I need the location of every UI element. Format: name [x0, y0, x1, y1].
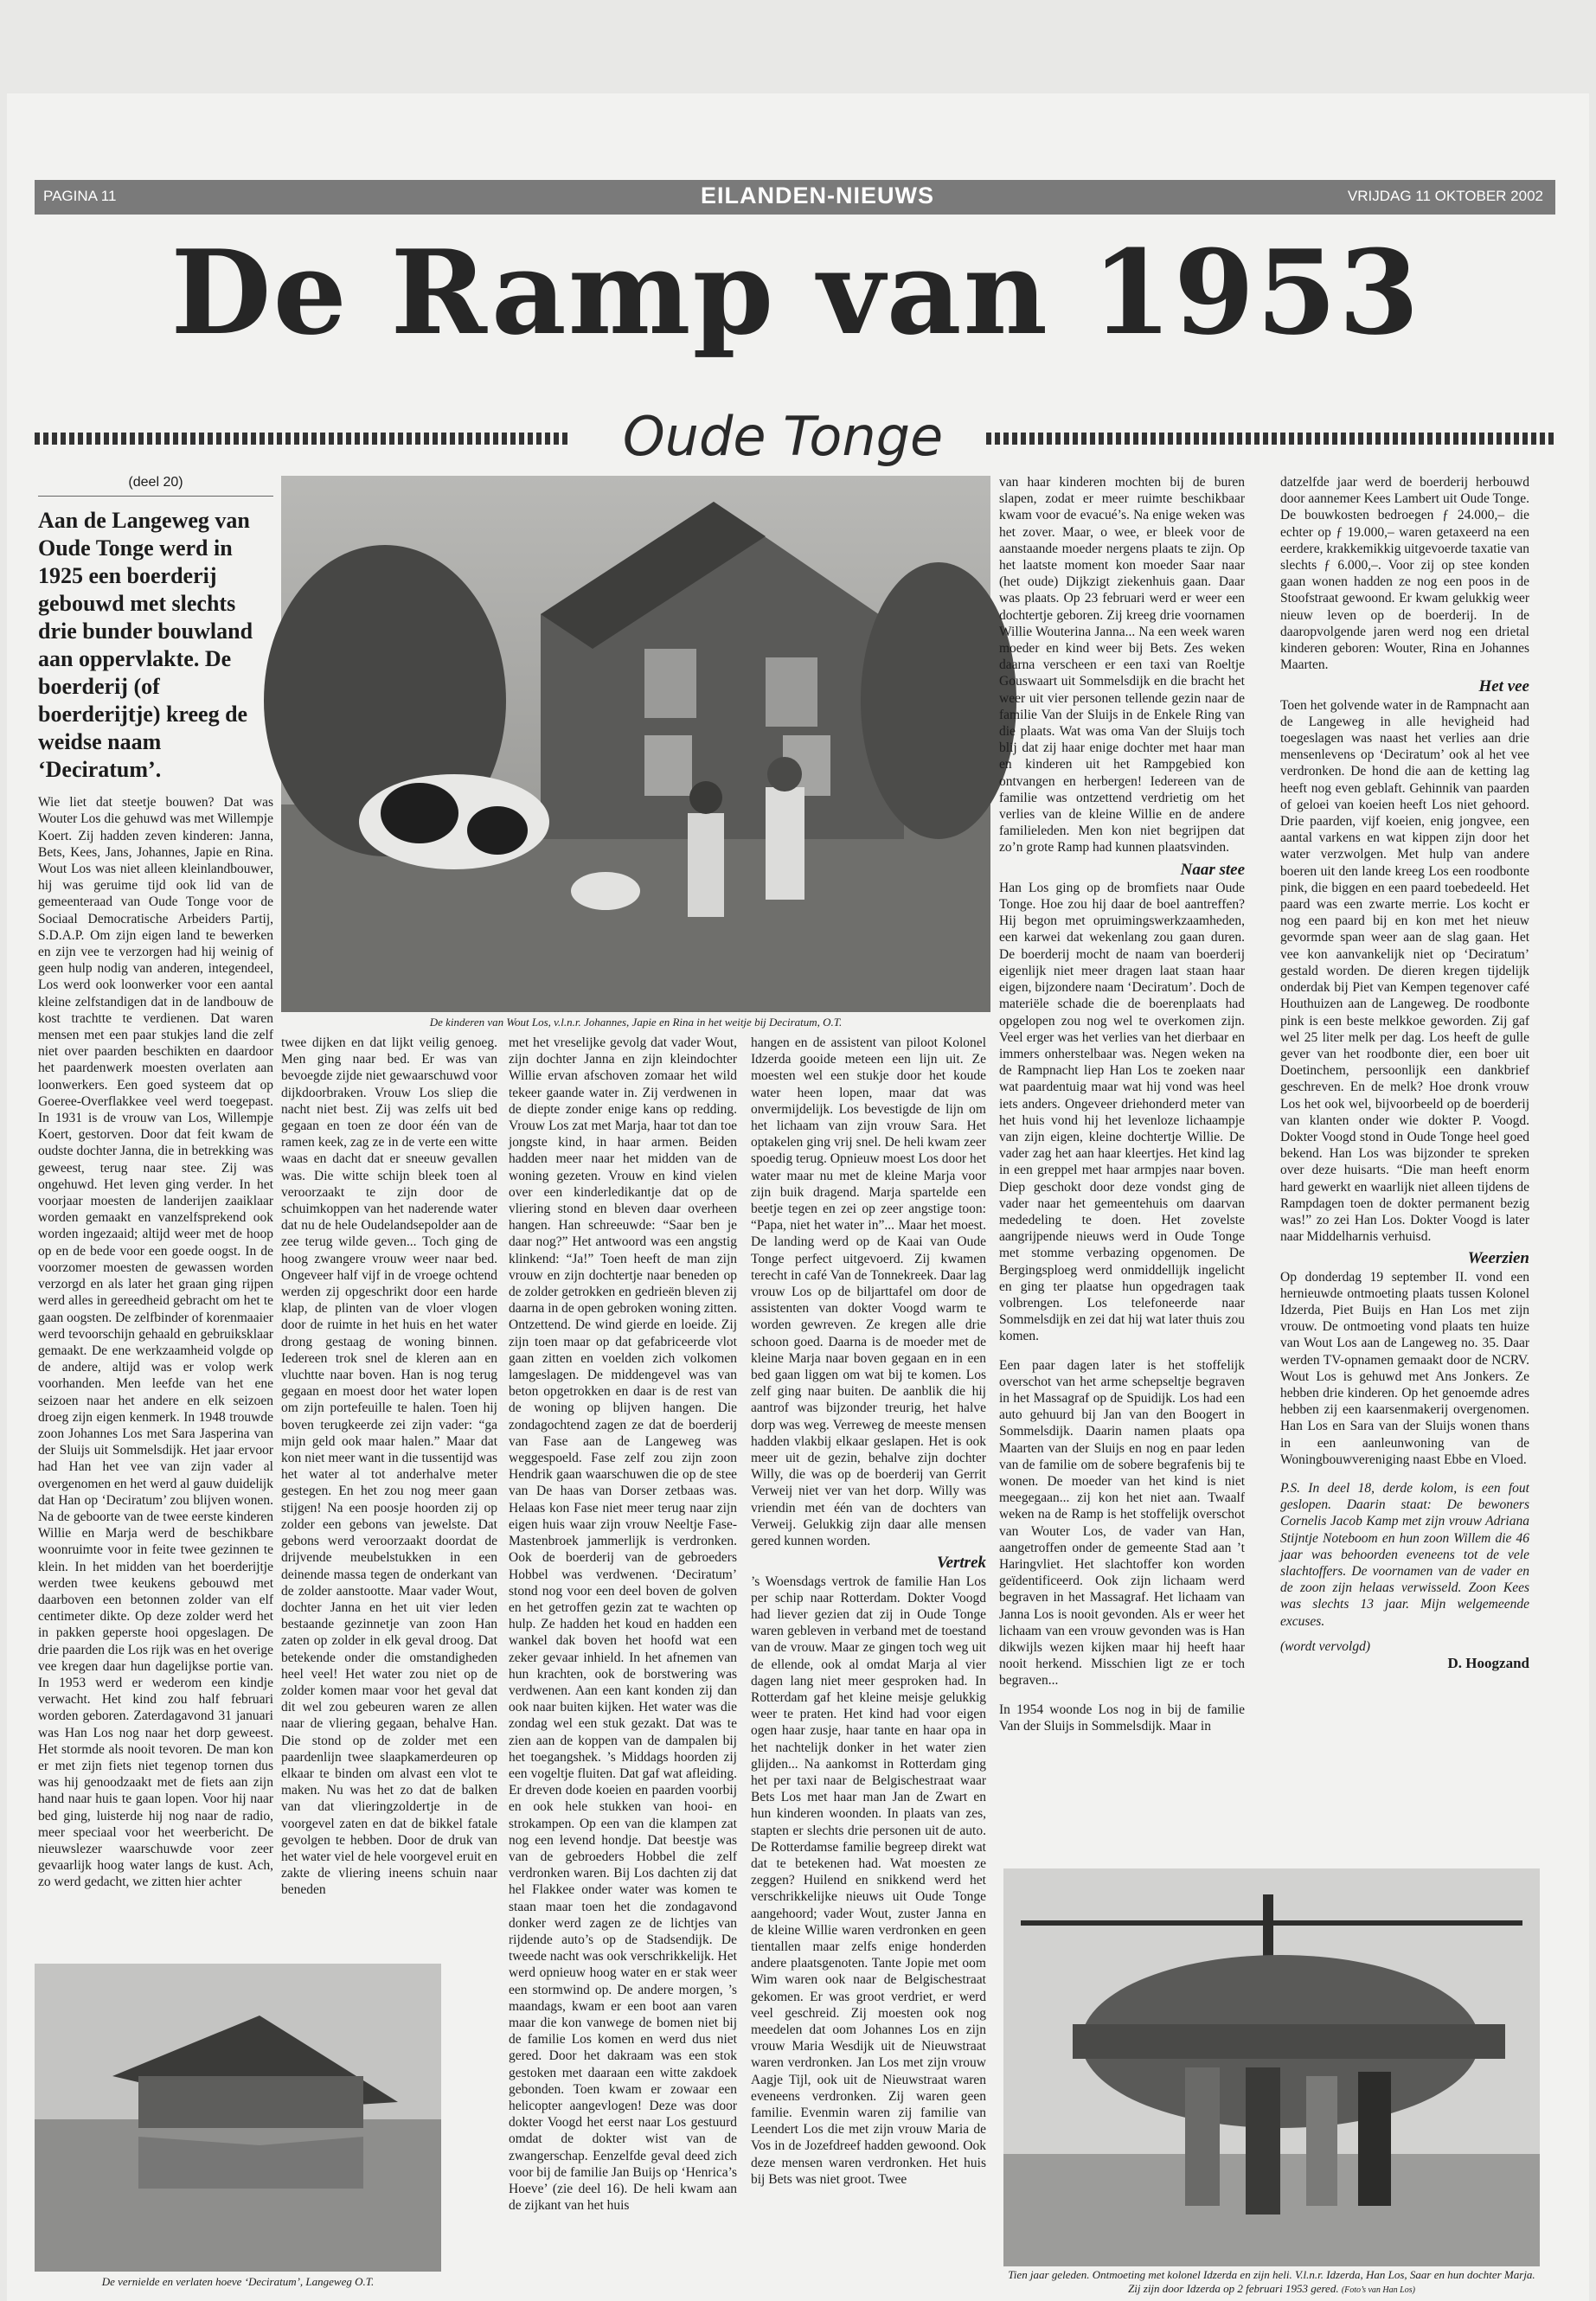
photo-credit: (Foto’s van Han Los)	[1341, 2285, 1415, 2295]
decorative-rule-right	[986, 433, 1557, 445]
to-be-continued: (wordt vervolgd)	[1280, 1638, 1371, 1654]
column-6b-text: Toen het golvende water in de Rampnacht aan de Langeweg in alle hevigheid had toegeslagen was naast het verlies aan drie mensenlevens op ‘Deciratum’ ook al het vee verdronken. De hond die aan de ketting lag heeft nog even geblaft. Gehinnik van paarden of geloei van koeien heeft Los niet gehoord. Drie paarden, vijf koeien, enig jongvee, een aantal varkens en wat kippen zijn door het water verzwolgen. Met hulp van andere boeren uit den lande kreeg Los een roodbonte pink, die biggen en een paard toebedeeld. Het paard was een zwarte merrie. Los kocht er nog een paard bij en kon met het nieuw gevormde span weer aan de slag gaan. Het vee kon aanvankelijk niet op ‘Deciratum’ gestald worden. De dieren kregen tijdelijk onderdak bij Piet van Kempen tegenover café Houthuizen aan de Langeweg. De roodbonte pink is een beste melkkoe geworden. Zij gaf wel 25 liter melk per dag. Los heeft de gulle gever van het roodbonte dier, een boer uit Doetinchem, persoonlijk een dankbrief geschreven. En de melk? Hoe dronk vrouw Los het ook wel, bijvoorbeeld op de boerderij van klanten onder wie dokter P. Voogd. Dokter Voogd stond in Oude Tonge heel goed bekend. Han Los was bijzonder te spreken over deze huisarts. “Die man heeft enorm hard gewerkt en waarlijk niet alleen tijdens de Rampdagen toen de dokter permanent bezig was!” zo zei Han Los. Dokter Voogd is later naar Middelharnis verhuisd.	[1280, 697, 1529, 1245]
postscript: P.S. In deel 18, derde kolom, is een fout geslopen. Daarin staat: De bewoners Cornelis Jacob Kamp met zijn vrouw Adriana Stijntje Noteboom en hun zoon Willem die 46 jaar was behoorden eveneens tot de vele slachtoffers. De voornamen van de vader en de zoon zijn helaas verwisseld. Zoon Kees was slechts 13 jaar. Mijn welgemeende excuses.	[1280, 1480, 1529, 1629]
column-6	[1280, 474, 1529, 1867]
author-byline: D. Hoogzand	[1447, 1655, 1529, 1672]
subheadline: Oude Tonge	[622, 405, 944, 468]
subhead-vertrek: Vertrek	[937, 1554, 986, 1573]
helicopter-photo-caption	[1003, 2268, 1540, 2298]
subheadline-row	[35, 407, 1557, 467]
column-2-text: twee dijken en dat lijkt veilig genoeg. Men ging naar bed. Er was van bevoegde zijde niet gewaarschuwd voor dijkdoorbraken. Vrouw Los sliep die nacht niet best. Zij was zelfs uit bed gegaan en toen ze door één van de ramen keek, zag ze in de verte een witte waas en dacht dat er sneeuw gevallen was. Die witte schijn bleek toen al veroorzaakt te zijn door de schuimkoppen van het naderende water dat nu de hele Oudelandsepolder aan de zee terug wilde geven... Toch ging de hoog zwangere vrouw weer naar bed. Ongeveer half vijf in de vroege ochtend werden zij opgeschrikt door een harde klap, de plinten van de vloer vlogen door de ruimte in het huis en het water drong gestaag de woning binnen. Iedereen trok snel de kleren aan en vluchtte naar boven. Han is nog terug gegaan en moest door het water lopen om zijn portefeuille te halen. Toen hij boven terugkeerde zei zijn vader: “ga mijn geld ook maar halen.” Maar dat kon niet meer want in die tussentijd was het water al tot anderhalve meter gestegen. En het zou nog meer gaan stijgen! Na een poosje hoorden zij op zolder een gebons van jewelste. Dat gebons werd veroorzaakt doordat de drijvende meubelstukken in een deinende massa tegen de onderkant van de zolder aanstootte. Maar vader Wout, dochter Janna en het uit vier leden bestaande gezinnetje van zoon Han zaten op zolder in elk geval droog. Dat betekende onder die omstandigheden heel veel! Het water zou niet op de zolder komen maar voor het geval dat dit wel zou gebeuren waren ze allen naar de vliering gegaan, behalve Han. Die stond op de zolder met een paardenlijn twee slaapkamerdeuren op elkaar te binden om alvast een vlot te maken. Nu was het zo dat de balken van dat vlieringzoldertje in de voorgevel zaten en dat de bikkel fatale gevolgen te hebben. Door de druk van het water viel de hele voorgevel eruit en zakte de vliering ineens schuin naar beneden	[281, 1035, 497, 1898]
page-header-bar	[35, 180, 1555, 215]
column-4-text: hangen en de assistent van piloot Kolonel Idzerda gooide meteen een lijn uit. Ze moesten wel een stukje door het koude water heen lopen, maar dat was onvermijdelijk. Los bevestigde de lijn om het lichaam van zijn vrouw Sara. Het optakelen ging vrij snel. De heli kwam zeer spoedig terug. Opnieuw moest Los door het water maar nu met de kleine Marja voor zijn buik dragend. Marja spartelde een beetje tegen en zei op zeer angstige toon: “Papa, niet het water in”... Maar het moest. De landing werd op de Kaai van Oude Tonge perfect uitgevoerd. Zij kwamen terecht in café Van de Tonnekreek. Daar lag vrouw Los op de biljarttafel om door de assistenten van dokter Voogd warm te worden gewreven. Ze kregen alle drie schoon goed. Daarna is de moeder met de kleine Marja naar boven gegaan en in een bed gaan liggen om wat bij te komen. Los zelf ging naar buiten. De aanblik die hij aantrof was bijzonder treurig, het halve dorp was weg. Verreweg de meeste mensen hadden vlakbij elkaar geslapen. Het is ook meer uit de gezin, behalve zijn dochter Willy, die was op de boerderij van Gerrit Verweij niet ver van het dorp. Willy was vriendin met één van de dochters van Verweij. Gelukkig zijn daar alle mensen gered kunnen worden.	[751, 1035, 986, 1549]
subhead-het-vee: Het vee	[1478, 677, 1529, 696]
masthead: EILANDEN-NIEUWS	[701, 183, 934, 208]
subhead-weerzien: Weerzien	[1467, 1249, 1529, 1268]
main-photo	[281, 476, 990, 1012]
helicopter-reunion-photo-icon	[1003, 1868, 1540, 2266]
column-5b-text: Han Los ging op de bromfiets naar Oude Tonge. Hoe zou hij daar de boel aantreffen? Hij begon met opruimingswerkzaamheden, een karwei dat wekenlang zou gaan duren. De boerderij mocht de naam van boerderij eigenlijk niet meer dragen laat staan haar eigen, bijzondere naam ‘Deciratum’. Doch de materiële schade die de boerenplaats had opgelopen zou nog wel te overkomen zijn. Veel erger was het verlies van het dierbaar en immers onherstelbaar was. Negen weken na de Rampnacht liep Han Los te zoeken naar wat paardentuig maar wat hij vond was heel iets anders. Ongeveer driehonderd meter van het huis vond hij het levenloze lichaampje van zijn eigen, kleine dochtertje Willie. De vader zag het aan haar kleertjes. Het kind lag in een greppel met haar armpjes naar boven. Diep geschokt door deze vondst ging de vader naar het gemeentehuis om daarvan mededeling te doen. Het zovelste aangrijpende nieuws werd in Oude Tonge met stomme verbazing opgenomen. De Bergingsploeg werd onmiddellijk ingelicht en ging ter plaatse hun opgedragen taak volbrengen. Los telefoneerde naar Sommelsdijk en zei dat hij wat later thuis zou komen.	[999, 880, 1245, 1344]
column-5c-text: Een paar dagen later is het stoffelijk overschot van het arme schepseltje begraven in het Massagraf op de Spuidijk. Los had een auto gehuurd bij Jan van den Boogert in Sommelsdijk. Daarin namen plaats opa Maarten van der Sluijs en nog en paar leden van de familie om de sobere begrafenis bij te wonen. De moeder van het kind is niet meegegaan... zij kon het niet aan. Twaalf weken na de Ramp is het stoffelijk overschot van Wouter Los, de vader van Han, aangetroffen onder de gemeente Stad aan ’t Haringvliet. Het slachtoffer kon worden geïdentificeerd. Ook zijn lichaam werd begraven in het Massagraf. Het lichaam van Janna Los is nooit gevonden. Als er weer het lichaam van een vrouw gevonden was is Han dikwijls wezen kijken maar hij heeft haar nooit herkend. Misschien ligt ze er toch begraven...	[999, 1357, 1245, 1689]
column-5-text: van haar kinderen mochten bij de buren slapen, zodat er meer ruimte beschikbaar kwam voor de evacué’s. Na enige weken was het zover. Maar, o wee, er bleek voor de aanstaande moeder nergens plaats te zijn. Op het laatste moment kon moeder Saar naar (het oude) Dijkzigt ziekenhuis gaan. Daar was plaats. Op 23 februari werd er weer een dochtertje geboren. Zij kreeg drie voornamen Willie Wouterina Janna... Na een week waren moeder en kind weer bij Bets. Zes weken daarna verscheen er een taxi van Roeltje Gouswaart uit Sommelsdijk en die bracht het weer uit vier personen tellende gezin naar de familie Van der Sluijs in de Enkele Ring van die plaats. Wat was oma Van der Sluijs toch blij dat zij haar enige dochter met haar man en kinderen uit het Rampgebied kon ontvangen en herbergen! Iedereen van de familie was ontzettend verdrietig om het verlies van de kleine Willie en de andere familieleden. Men kon niet begrijpen dat zo’n grote Ramp had kunnen plaatsvinden.	[999, 475, 1245, 856]
headline: De Ramp van 1953	[170, 224, 1421, 361]
farmhouse-children-photo-icon	[281, 476, 990, 1012]
series-part: (deel 20)	[38, 474, 273, 497]
column-3-text: met het vreselijke gevolg dat vader Wout, zijn dochter Janna en zijn kleindochter Willie ervan afschoven zomaar het wild tekeer gaande water in. Zij verdwenen in de diepte zonder enige kans op redding. Vrouw Los zat met Marja, haar tot dan toe jongste kind, in haar armen. Beiden hadden meer naar het midden van de woning gezeten. Vrouw en kind vielen over een kinderledikantje dat op de vliering stond en bleven daar overheen hangen. Han schreeuwde: “Saar ben je daar nog?” Het antwoord was een angstig klinkend: “Ja!” Toen heeft de man zijn vrouw en zijn dochtertje naar beneden op de zolder getrokken en gedrieën bleven zij daarna in de open gebroken woning zitten. Ontzettend. De wind gierde en loeide. Zij zijn toen maar op dat gefabriceerde vlot gaan zitten en voelden zich volkomen lamgeslagen. De middengevel was van beton opgetrokken en daar is de rest van de woning op blijven hangen. Die zondagochtend zagen ze dat de boerderij van Fase aan de Langeweg was weggespoeld. Fase zelf zou zijn zoon Hendrik gaan waarschuwen die op de stee van De haas van Dorser zetbaas was. Helaas kon Fase niet meer terug naar zijn eigen huis waar zijn vrouw Neeltje Fase-Mastenbroek jammerlijk is verdronken. Ook de boerderij van de gebroeders Hobbel was verdwenen. ‘Deciratum’ stond nog voor een deel boven de golven en het getroffen gezin zat te wachten op hulp. Ze hadden het koud en hadden een wankel dak boven het hoofd wat een zeker gevaar inhield. In het afnemen van hun krachten, ook de borstwering was verdwenen. Aan een kant konden zij dan ook naar buiten kijken. Het water was die zondag wel een stuk gezakt. Dat was te zien aan de koppen van de dampalen bij het toegangshek. ’s Middags hoorden zij een vogeltje fluiten. Dat gaf wat afleiding. Er dreven dode koeien en paarden voorbij en ook hele stukken van hooi- en strokampen. Op een van die klampen zat nog een levend hondje. Dat beestje was van de gebroeders Hobbel die zelf verdronken waren. Bij Los dachten zij dat hel Flakkee onder water was komen te staan maar toen het die zondagavond donker werd zagen ze de lichtjes van rijdende auto’s op de Stadsendijk. De tweede nacht was ook verschrikkelijk. Het werd opnieuw hoog water en er stak weer een stormwind op. De andere morgen, ’s maandags, kwam er een boot aan varen maar die kon vanwege de bomen niet bij de familie Los komen en werd dus niet gered. Door het dakraam was een stok gestoken met daaraan een witte zakdoek gebonden. Toen kwam er zowaar een helicopter aangevlogen! Deze was door dokter Voogd het eerst naar Los gestuurd omdat de dokter wist van de zwangerschap. Eenzelfde geval deed zich voor bij de familie Jan Buijs op ‘Henrica’s Hoeve’ (zie deel 16). De heli kwam aan de zijkant van het huis	[509, 1035, 737, 2214]
helicopter-photo	[1003, 1868, 1540, 2266]
column-3	[509, 1035, 737, 2266]
column-1	[38, 474, 273, 1984]
column-6-text: datzelfde jaar werd de boerderij herbouwd door aannemer Kees Lambert uit Oude Tonge. De bouwkosten bedroegen ƒ 24.000,– die echter op ƒ 19.000,– waren getaxeerd na een eerdere, krakkemikkig uitgevoerde taxatie van slechts ƒ 6.000,–. Voor zij op stee konden gaan wonen hadden ze nog een poos in de Stoofstraat gewoond. Er kwam gelukkig weer nieuw leven op de boerderij. In de daaropvolgende jaren werd nog een drietal kinderen geboren: Wouter, Rina en Johannes Maarten.	[1280, 475, 1529, 673]
helicopter-caption-text: Tien jaar geleden. Ontmoeting met kolonel Idzerda en zijn heli. V.l.n.r. Idzerda, Han Los, Saar en hun dochter Marja. Zij zijn door Idzerda op 2 februari 1953 gered.	[1008, 2268, 1535, 2295]
column-5	[999, 474, 1245, 1734]
column-1-text: Wie liet dat steetje bouwen? Dat was Wouter Los die gehuwd was met Willempje Koert. Zij hadden zeven kinderen: Janna, Bets, Kees, Jans, Johannes, Japie en Rina. Wout Los was niet alleen kleinlandbouwer, hij was geruime tijd ook lid van de gemeenteraad van Oude Tonge voor de Sociaal Democratische Arbeiders Partij, S.D.A.P. Om zijn eigen land te bewerken en zijn vee te verzorgen had hij weinig of geen hulp nodig van anderen, integendeel, Los werd ook loonwerker voor een aantal kleine zelfstandigen dat in de landbouw de kost trachtte te verdienen. Dat waren mensen met een paar stukjes land die zelf niet over paarden beschikten en daardoor het paardenwerk moesten overlaten aan loonwerkers. Een goed systeem dat op Goeree-Overflakkee veel werd toegepast. In 1931 is de vrouw van Los, Willempje Koert, gestorven. Door dat feit kwam de oudste dochter Janna, die in betrekking was geweest, terug naar stee. Zij was ongehuwd. Het leven ging verder. In het voorjaar moesten de landerijen zaaiklaar worden gemaakt en vanzelfsprekend ook worden ingezaaid; altijd weer met de hoop op en de bede voor een goede oogst. In de voorzomer moesten de gewassen worden verzorgd en als later het graan ging rijpen werd alles in gereedheid gebracht om het te gaan oogsten. De zelfbinder of korenmaaier werd tevoorschijn gehaald en gebruiksklaar gemaakt. De ene werkzaamheid volgde op de andere, altijd was er volop werk voorhanden. Men leefde van het ene seizoen naar het andere en elk seizoen droeg zijn eigen kenmerk. In 1948 trouwde zoon Johannes Los met Sara Jasperina van der Sluijs uit Sommelsdijk. Het jaar ervoor had Han het vee van zijn vader al overgenomen en het werd al gauw duidelijk dat Han op ‘Deciratum’ zou blijven wonen. Na de geboorte van de twee eerste kinderen Willie en Marja werd de beschikbare woonruimte voor in feite twee gezinnen te klein. In het midden van het boerderijtje werden twee keukens gebouwd met daarboven een betonnen zolder van elf centimeter dikte. Op deze zolder werd het in pakken geperste hooi opgeslagen. De drie paarden die Los rijk was en het overige vee kregen daar hun dagelijkse portie van. In 1953 werd er wederom een kindje verwacht. Het kind zou half februari worden geboren. Zaterdagavond 31 januari was Han Los nog naar het dorp geweest. Het stormde als nooit tevoren. De man kon er met zijn fiets niet tegenop tornen dus was hij genoodzaakt met de fiets aan zijn hand naar huis te gaan lopen. Voor hij naar bed ging, luisterde hij nog naar de radio, meer speciaal voor het weerbericht. De nieuwslezer waarschuwde voor zeer gevaarlijk hoog water langs de kust. Ach, zo werd gedacht, we zitten hier achter	[38, 795, 274, 1890]
column-5d-text: In 1954 woonde Los nog in bij de familie Van der Sluijs in Sommelsdijk. Maar in	[999, 1702, 1245, 1734]
issue-date: VRIJDAG 11 OKTOBER 2002	[1347, 188, 1543, 204]
farm-photo-caption: De vernielde en verlaten hoeve ‘Deciratum’, Langeweg O.T.	[101, 2275, 375, 2288]
flooded-farm-photo-icon	[35, 1964, 441, 2272]
subhead-naar-stee: Naar stee	[1180, 860, 1245, 879]
column-4	[751, 1035, 986, 2266]
lead-paragraph: Aan de Langeweg van Oude Tonge werd in 1925 een boerderij gebouwd met slechts drie bunder bouwland aan oppervlakte. De boerderij (of boerderijtje) kreeg de weidse naam ‘Deciratum’.	[38, 508, 253, 783]
page-number: PAGINA 11	[43, 188, 117, 204]
column-4b-text: ’s Woensdags vertrok de familie Han Los per schip naar Rotterdam. Dokter Voogd had liever gezien dat zij in Oude Tonge waren gebleven in verband met de toestand van de vrouw. Maar ze gingen toch weg uit de ellende, ook al omdat Marja al vier dagen lang niet meer gesproken had. In Rotterdam gaf het kleine meisje gelukkig weer te praten. Het kind had voor eigen ogen haar zusje, haar tante en haar opa in het nachtelijk donker in het water zien glijden... Na aankomst in Rotterdam ging het per taxi naar de Belgischestraat waar Bets Los met haar man Jan de Zwart en hun kinderen woonden. In plaats van zes, stapten er slechts drie personen uit de auto. De Rotterdamse familie begreep direkt wat dat te betekenen had. Wat moesten ze zeggen? Huilend en snikkend werd het verschrikkelijke nieuws uit Oude Tonge aangehoord; vader Wout, zuster Janna en de kleine Willie waren verdronken en geen tientallen maar zelfs enige honderden andere plaatsgenoten. Tante Jopie met oom Wim waren ook naar de Belgischestraat gekomen. Er was groot verdriet, er werd veel geschreid. Zij moesten ook nog meedelen dat oom Johannes Los en zijn vrouw Maria Wesdijk uit de Nieuwstraat waren verdronken. Jan Los met zijn vrouw Aagje Tijl, ook uit de Nieuwstraat waren eveneens verdronken. Zij waren geen familie. Evenmin waren zij familie van Leendert Los die met zijn vrouw Maria de Vos in de Jozefdreef hadden gewoond. Ook deze mensen waren verdronken. Het huis bij Bets was niet groot. Twee	[751, 1574, 986, 2187]
column-6c-text: Op donderdag 19 september II. vond een hernieuwde ontmoeting plaats tussen Kolonel Idzerda, Piet Buijs en Han Los met zijn vrouw. De ontmoeting vond plaats ten huize van Wout Los aan de Langeweg no. 35. Daar werden TV-opnamen gemaakt door de NCRV. Wout Los is gehuwd met Ans Jonkers. Ze hebben drie kinderen. Op het genoemde adres hebben zij een kaarsenmakerij overgenomen. Han Los en Sara van der Sluijs wonen thans in een aanleunwoning van de Woningbouwvereniging naast Ebbe en Vloed.	[1280, 1269, 1529, 1467]
farm-photo	[35, 1964, 441, 2272]
main-photo-caption: De kinderen van Wout Los, v.l.n.r. Johannes, Japie en Rina in het weitje bij Deciratum, O.T.	[429, 1016, 843, 1029]
decorative-rule-left	[35, 433, 571, 445]
